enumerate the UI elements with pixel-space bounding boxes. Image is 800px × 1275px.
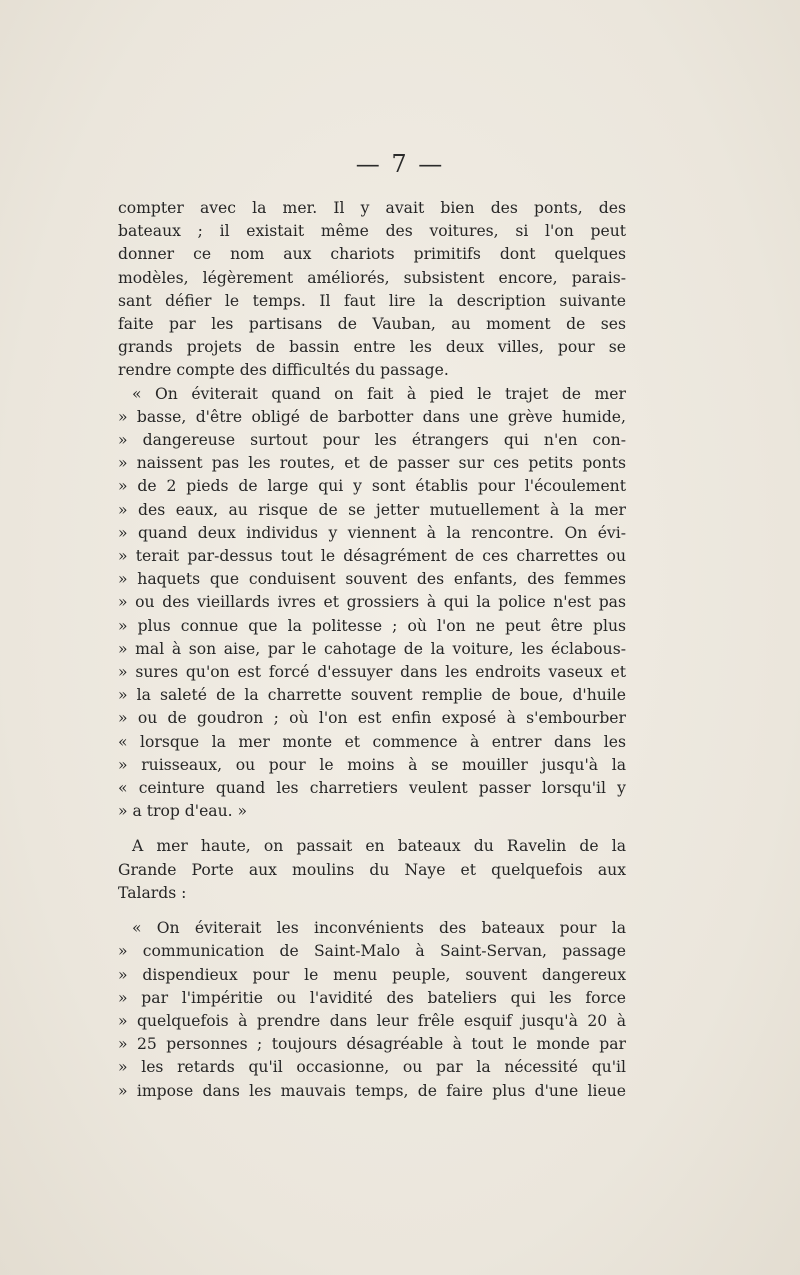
- text-line: » a trop d'eau. »: [118, 802, 248, 821]
- text-line: » la saleté de la charrette souvent remplie de boue, d'huile: [118, 686, 626, 705]
- text-line: » des eaux, au risque de se jetter mutuellement à la mer: [118, 500, 626, 519]
- text-line: sant défier le temps. Il faut lire la description suivante: [118, 291, 626, 310]
- paragraph-gap: [118, 905, 626, 917]
- page-number: — 7 —: [355, 150, 445, 178]
- text-line: » mal à son aise, par le cahotage de la voiture, les éclabous-: [118, 639, 626, 658]
- text-line: » dispendieux pour le menu peuple, souvent dangereux: [118, 965, 626, 984]
- text-line: « On éviterait les inconvénients des bateaux pour la: [132, 919, 626, 938]
- text-line: grands projets de bassin entre les deux villes, pour se: [118, 338, 626, 357]
- text-line: » quelquefois à prendre dans leur frêle esquif jusqu'à 20 à: [118, 1011, 626, 1030]
- text-line: A mer haute, on passait en bateaux du Ravelin de la: [132, 837, 626, 856]
- text-line: compter avec la mer. Il y avait bien des ponts, des: [118, 199, 626, 217]
- text-line: » sures qu'on est forcé d'essuyer dans les endroits vaseux et: [118, 663, 626, 682]
- text-line: modèles, légèrement améliorés, subsistent encore, parais-: [118, 268, 626, 287]
- text-line: rendre compte des difficultés du passage.: [118, 361, 449, 380]
- text-line: « lorsque la mer monte et commence à entrer dans les: [118, 732, 626, 751]
- text-line: » ou des vieillards ivres et grossiers à qui la police n'est pas: [118, 593, 626, 612]
- text-line: » impose dans les mauvais temps, de faire plus d'une lieue: [118, 1081, 626, 1100]
- text-line: bateaux ; il existait même des voitures, si l'on peut: [118, 222, 626, 241]
- text-line: « ceinture quand les charretiers veulent passer lorsqu'il y: [118, 779, 626, 798]
- text-line: » communication de Saint-Malo à Saint-Servan, passage: [118, 942, 626, 961]
- quotation-paragraph: [118, 383, 626, 824]
- text-line: donner ce nom aux chariots primitifs dont quelques: [118, 245, 626, 264]
- text-line: Grande Porte aux moulins du Naye et quelquefois aux: [118, 860, 626, 879]
- text-line: » ou de goudron ; où l'on est enfin exposé à s'embourber: [118, 709, 626, 728]
- text-line: » par l'impéritie ou l'avidité des bateliers qui les force: [118, 988, 626, 1007]
- text-line: » ruisseaux, ou pour le moins à se mouiller jusqu'à la: [118, 755, 626, 774]
- text-line: » quand deux individus y viennent à la rencontre. On évi-: [118, 523, 626, 542]
- text-line: » de 2 pieds de large qui y sont établis pour l'écoulement: [118, 477, 626, 496]
- text-line: » terait par-dessus tout le désagrément de ces charrettes ou: [118, 547, 626, 566]
- paragraph-gap: [118, 823, 626, 835]
- text-line: » les retards qu'il occasionne, ou par la nécessité qu'il: [118, 1058, 626, 1077]
- text-line: » 25 personnes ; toujours désagréable à tout le monde par: [118, 1035, 626, 1054]
- text-line: » dangereuse surtout pour les étrangers qui n'en con-: [118, 431, 626, 450]
- text-line: Talards :: [118, 883, 187, 902]
- body-text: [118, 197, 626, 1103]
- text-line: « On éviterait quand on fait à pied le trajet de mer: [132, 384, 626, 403]
- text-line: faite par les partisans de Vauban, au moment de ses: [118, 315, 626, 334]
- quotation-paragraph: [118, 917, 626, 1103]
- text-line: » plus connue que la politesse ; où l'on ne peut être plus: [118, 616, 626, 635]
- text-line: » haquets que conduisent souvent des enfants, des femmes: [118, 570, 626, 589]
- text-line: » basse, d'être obligé de barbotter dans une grève humide,: [118, 407, 626, 426]
- paragraph: [118, 197, 626, 383]
- text-line: » naissent pas les routes, et de passer sur ces petits ponts: [118, 454, 626, 473]
- paragraph: [118, 835, 626, 905]
